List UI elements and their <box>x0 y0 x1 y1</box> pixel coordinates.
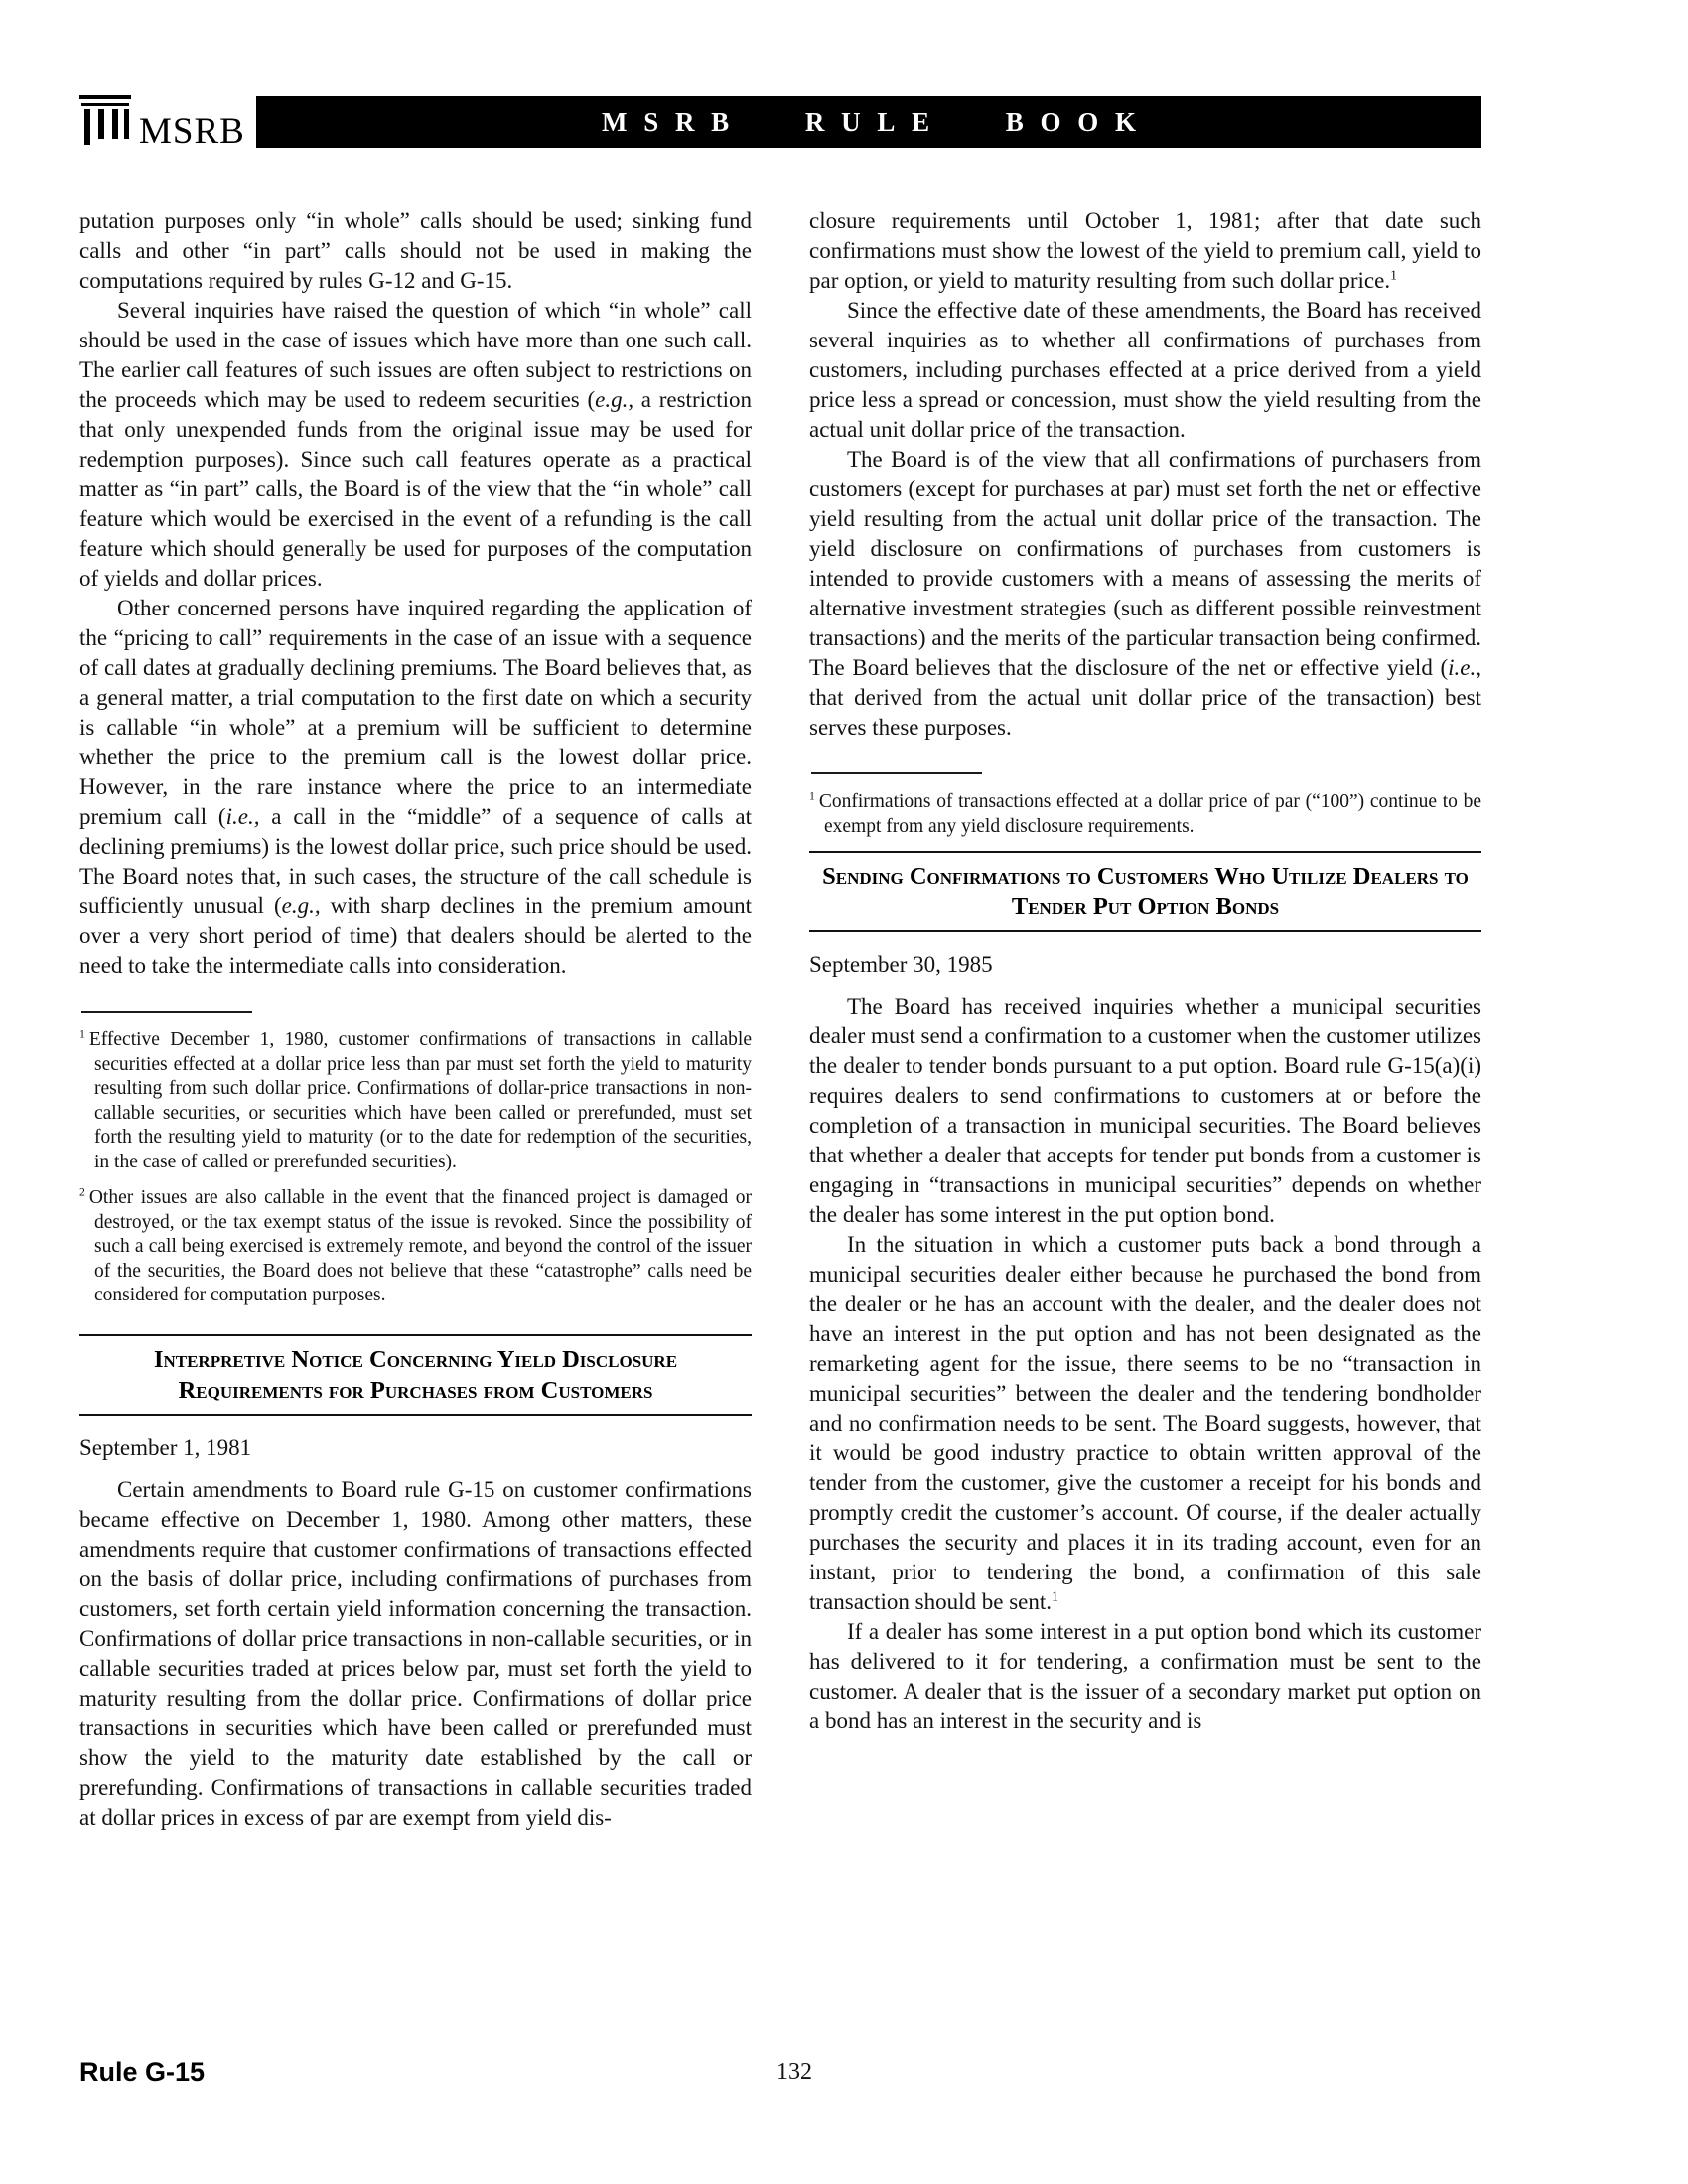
msrb-logo-text: MSRB <box>139 110 245 152</box>
footnote-text: Effective December 1, 1980, customer confirmations of transactions in callable securities effected at a dollar price less than par must set forth the yield to maturity resulting from such dollar price. Confirmations of dollar-price transactions in non-callable securities, or securities which have been called or prerefunded, must set forth the resulting yield to maturity (or to the date for redemption of the securities, in the case of called or prerefunded securities). <box>88 1029 752 1172</box>
section-date: September 30, 1985 <box>809 952 993 977</box>
right-column <box>809 206 1481 2049</box>
section-heading-rule <box>809 930 1481 932</box>
body-paragraph: Certain amendments to Board rule G-15 on customer confirmations became effective on December 1, 1980. Among other matters, these amendments require that customer confirmations of transactions effected on the basis of dollar price, including confirmations of purchases from customers, set forth certain yield information concerning the transaction. Confirmations of dollar price transactions in non-callable securities, or in callable securities traded at prices below par, must set forth the yield to maturity resulting from the dollar price. Confirmations of dollar price transactions in securities which have been called or prerefunded must show the yield to the maturity date established by the call or prerefunding. Confirmations of transactions in callable securities traded at dollar prices in excess of par are exempt from yield dis- <box>79 1476 752 1830</box>
section-heading-rule <box>79 1414 752 1416</box>
rulebook-banner-title: MSRB RULE BOOK <box>601 106 1153 137</box>
body-paragraph: Since the effective date of these amendments, the Board has received several inquiries as to whether all confirmations of purchases from customers, including purchases effected at a price derived from a yield price less a spread or concession, must show the yield resulting from the actual unit dollar price of the transaction. <box>809 298 1481 442</box>
footnote <box>809 790 1481 839</box>
two-column-text <box>79 206 1481 2049</box>
left-column <box>79 206 752 2049</box>
page-header <box>79 91 1481 153</box>
footnote <box>79 1028 752 1174</box>
footnote <box>79 1186 752 1308</box>
body-paragraph: In the situation in which a customer puts back a bond through a municipal securities dealer either because he purchased the bond from the dealer or he has an account with the dealer, and the dealer does not have an interest in the put option and has not been designated as the remarketing agent for the issue, there seems to be no “transaction in municipal securities” between the dealer and the tendering bondholder and no confirmation needs to be sent. The Board suggests, however, that it would be good industry practice to obtain written approval of the tender from the customer, give the customer a receipt for his bonds and promptly credit the customer’s account. Of course, if the dealer actually purchases the security and places it in its trading account, even for an instant, prior to tendering the bond, a confirmation of this sale transaction should be sent.$^1$ <box>809 1232 1481 1614</box>
section-heading: Sending Confirmations to Customers Who Utilize Dealers to Tender Put Option Bonds <box>822 863 1469 920</box>
body-paragraph: Other concerned persons have inquired regarding the application of the “pricing to call” requirements in the case of an issue with a sequence of call dates at gradually declining premiums. The Board believes that, as a general matter, a trial computation to the first date on which a security is callable “in whole” at a premium will be sufficient to determine whether the price to the premium call is the lowest dollar price. However, in the rare instance where the price to an intermediate premium call (i.e., a call in the “middle” of a sequence of calls at declining premiums) is the lowest dollar price, such price should be used. The Board notes that, in such cases, the structure of the call schedule is sufficiently unusual (e.g., with sharp declines in the premium amount over a very short period of time) that dealers should be alerted to the need to take the intermediate calls into consideration. <box>79 596 752 978</box>
body-paragraph: putation purposes only “in whole” calls should be used; sinking fund calls and other “in part” calls should not be used in making the computations required by rules G-12 and G-15. <box>79 208 752 293</box>
footnote-marker: 2 <box>79 1185 85 1199</box>
page-number: 132 <box>776 2059 812 2085</box>
body-paragraph: The Board is of the view that all confirmations of purchasers from customers (except for purchases at par) must set forth the net or effective yield resulting from the actual unit dollar price of the transaction. The yield disclosure on confirmations of purchases from customers is intended to provide customers with a means of assessing the merits of alternative investment strategies (such as different possible reinvestment transactions) and the merits of the particular transaction being confirmed. The Board believes that the disclosure of the net or effective yield (i.e., that derived from the actual unit dollar price of the transaction) best serves these purposes. <box>809 447 1481 740</box>
footnote-text: Confirmations of transactions effected at a dollar price of par (“100”) continue to be exempt from any yield disclosure requirements. <box>818 791 1481 837</box>
rulebook-banner <box>256 96 1481 148</box>
rule-number-label: Rule G-15 <box>79 2057 206 2087</box>
footnote-separator-rule <box>81 1011 252 1013</box>
body-paragraph: The Board has received inquiries whether a municipal securities dealer must send a confirmation to a customer when the customer utilizes the dealer to tender bonds pursuant to a put option. Board rule G-15(a)(i) requires dealers to send confirmations to customers at or before the completion of a transaction in municipal securities. The Board believes that whether a dealer that accepts for tender put bonds from a customer is engaging in “transactions in municipal securities” depends on whether the dealer has some interest in the put option bond. <box>809 994 1481 1227</box>
page-footer <box>79 2057 1481 2097</box>
footnote-marker: 1 <box>79 1027 85 1041</box>
footnote-marker: 1 <box>809 789 815 803</box>
footnote-separator-rule <box>811 772 982 774</box>
body-paragraph: If a dealer has some interest in a put option bond which its customer has delivered to it for tendering, a confirmation must be sent to the customer. A dealer that is the issuer of a secondary market put option on a bond has an interest in the security and is <box>809 1619 1481 1733</box>
msrb-logo <box>79 95 256 150</box>
body-paragraph: Several inquiries have raised the question of which “in whole” call should be used in the case of issues which have more than one such call. The earlier call features of such issues are often subject to restrictions on the proceeds which may be used to redeem securities (e.g., a restriction that only unexpended funds from the original issue may be used for redemption purposes). Since such call features operate as a practical matter as “in part” calls, the Board is of the view that the “in whole” call feature which would be exercised in the event of a refunding is the call feature which should generally be used for purposes of the computation of yields and dollar prices. <box>79 298 752 591</box>
section-heading: Interpretive Notice Concerning Yield Disclosure Requirements for Purchases from Customers <box>153 1345 678 1404</box>
footnote-text: Other issues are also callable in the event that the financed project is damaged or destroyed, or the tax exempt status of the issue is revoked. Since the possibility of such a call being exercised is extremely remote, and beyond the control of the issuer of the securities, the Board does not believe that these “catastrophe” calls need be considered for computation purposes. <box>88 1187 752 1305</box>
msrb-columns-icon <box>79 95 131 150</box>
section-date: September 1, 1981 <box>79 1434 252 1460</box>
body-paragraph: closure requirements until October 1, 1981; after that date such confirmations must show the lowest of the yield to premium call, yield to par option, or yield to maturity resulting from such dollar price.$^1$ <box>809 208 1481 293</box>
